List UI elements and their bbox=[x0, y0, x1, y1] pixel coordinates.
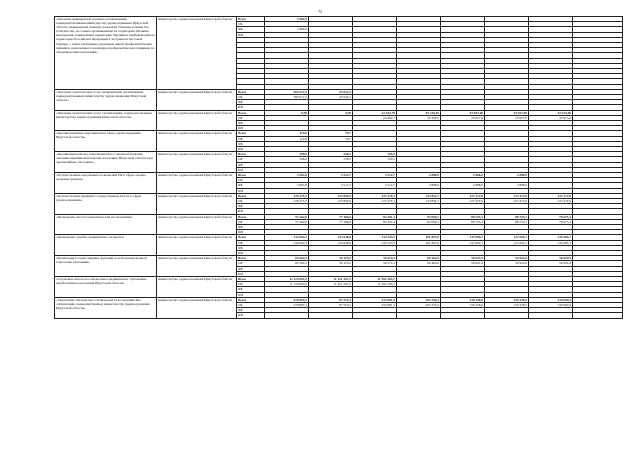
amount-cell: 57 462,0 bbox=[265, 214, 309, 219]
funding-source: Всего bbox=[237, 131, 265, 136]
amount-cell: 56 110,2 bbox=[309, 261, 353, 266]
amount-cell: 88 733,1 bbox=[441, 214, 485, 219]
amount-cell: 147 600,1 bbox=[441, 240, 485, 245]
amount-cell: 33 957,6 bbox=[485, 115, 529, 120]
funding-source: Всего bbox=[237, 256, 265, 261]
funding-source: ОБ bbox=[237, 94, 265, 99]
amount-cell: 130 960,4 bbox=[529, 303, 573, 308]
executor-name: министерство здравоохранения Иркутской области bbox=[157, 235, 237, 256]
amount-cell: 82 301,4 bbox=[353, 219, 397, 224]
amount-cell: 127 474,9 bbox=[441, 198, 485, 203]
amount-cell: 598,0 bbox=[265, 152, 309, 157]
funding-source: Всего bbox=[237, 89, 265, 94]
amount-cell: 60 464,9 bbox=[397, 256, 441, 261]
amount-cell bbox=[265, 313, 309, 318]
amount-cell: 3 512,7 bbox=[309, 172, 353, 177]
amount-cell: 3 512,7 bbox=[353, 183, 397, 188]
amount-cell: 123 474,9 bbox=[485, 198, 529, 203]
measure-name: «Организационные мероприятия в сфере здравоохранения Иркутской области» bbox=[55, 131, 157, 152]
amount-cell: 0,00 bbox=[309, 110, 353, 115]
funding-source: Всего bbox=[237, 110, 265, 115]
measure-name: «Осуществление функций государственной власти в сфере здравоохранения» bbox=[55, 193, 157, 214]
amount-cell: 11 451 267,5 bbox=[309, 277, 353, 282]
funding-source: ИИ bbox=[237, 250, 265, 255]
amount-cell: 56 947,9 bbox=[441, 261, 485, 266]
amount-cell: 11 119 693,2 bbox=[265, 277, 309, 282]
measure-name: «Оказание транспортных услуг организациям, подведомственным министерству здравоохранения Иркутской области» bbox=[55, 110, 157, 131]
amount-cell: 130 960,4 bbox=[529, 297, 573, 302]
amount-cell: 33 957,60 bbox=[485, 110, 529, 115]
amount-cell: 399 612,2 bbox=[265, 94, 309, 99]
amount-cell: 58 272,2 bbox=[353, 256, 397, 261]
funding-source: ФБ bbox=[237, 141, 265, 146]
table-body bbox=[55, 17, 623, 319]
amount-cell: 130 458,6 bbox=[441, 303, 485, 308]
amount-cell bbox=[485, 313, 529, 318]
funding-source: ФБ bbox=[237, 287, 265, 292]
amount-cell: 32 015,00 bbox=[529, 110, 573, 115]
amount-cell: 25 644,5 bbox=[309, 89, 353, 94]
amount-cell: 598,0 bbox=[265, 157, 309, 162]
amount-cell: 92 090,1 bbox=[397, 219, 441, 224]
amount-cell: 60 364,5 bbox=[265, 261, 309, 266]
amount-cell: 56 924,9 bbox=[529, 261, 573, 266]
amount-cell: 88 733,1 bbox=[485, 214, 529, 219]
amount-cell: 434 981,5 bbox=[353, 303, 397, 308]
amount-cell: 35 436,50 bbox=[397, 110, 441, 115]
amount-cell bbox=[573, 313, 623, 318]
amount-cell bbox=[529, 313, 573, 318]
amount-cell: 5 982,0 bbox=[265, 27, 309, 32]
funding-source: ФБ bbox=[237, 266, 265, 271]
funding-source: Всего bbox=[237, 297, 265, 302]
amount-cell: 128 475,7 bbox=[265, 193, 309, 198]
amount-cell: 60 364,5 bbox=[265, 256, 309, 261]
funding-source: ИИ bbox=[237, 209, 265, 214]
amount-cell: 123 476,1 bbox=[353, 198, 397, 203]
executor-name: министерство здравоохранения Иркутской области bbox=[157, 131, 237, 152]
amount-cell: 2 888,0 bbox=[485, 172, 529, 177]
amount-cell: 32 015,0 bbox=[529, 115, 573, 120]
funding-source: ФБ bbox=[237, 204, 265, 209]
funding-source: ИИ bbox=[237, 313, 265, 318]
measure-name: «Оказание транспортных услуг медицинским организациям, подведомственным министерству здравоохранения Иркутской области» bbox=[55, 89, 157, 110]
amount-cell: 58 272,2 bbox=[353, 261, 397, 266]
funding-source: ФБ bbox=[237, 120, 265, 125]
funding-source: ИИ bbox=[237, 146, 265, 151]
amount-cell: 538,2 bbox=[309, 157, 353, 162]
amount-cell: 134 948,8 bbox=[309, 240, 353, 245]
executor-name: министерство здравоохранения Иркутской области bbox=[157, 297, 237, 318]
funding-source: ФБ bbox=[237, 224, 265, 229]
amount-cell: 2 888,0 bbox=[441, 172, 485, 177]
amount-cell: 181 867,6 bbox=[397, 235, 441, 240]
amount-cell: 78 675,1 bbox=[529, 219, 573, 224]
amount-cell: 278 893,1 bbox=[265, 297, 309, 302]
amount-cell: 78 675,1 bbox=[529, 214, 573, 219]
amount-cell: 399 612,2 bbox=[265, 89, 309, 94]
amount-cell: 181 867,6 bbox=[397, 240, 441, 245]
amount-cell: 123 809,9 bbox=[309, 193, 353, 198]
funding-source: Всего bbox=[237, 152, 265, 157]
funding-source: Всего bbox=[237, 17, 265, 22]
amount-cell: 92 090,1 bbox=[397, 214, 441, 219]
amount-cell: 127 474,9 bbox=[441, 193, 485, 198]
amount-cell: 2 888,0 bbox=[441, 183, 485, 188]
amount-cell: 11 592 183,7 bbox=[353, 282, 397, 287]
amount-cell: 11 119 693,2 bbox=[265, 282, 309, 287]
amount-cell: 144 602,2 bbox=[265, 240, 309, 245]
funding-source: ФБ bbox=[237, 100, 265, 105]
funding-source: ИИ bbox=[237, 167, 265, 172]
amount-cell: 147 600,1 bbox=[441, 235, 485, 240]
amount-cell: 24 492,70 bbox=[353, 110, 397, 115]
measure-name: «Укрепление материально-технической базы медицинских организаций, подведомственных министерству здравоохранения Иркутской области» bbox=[55, 297, 157, 318]
funding-source: ОБ bbox=[237, 178, 265, 183]
funding-source: ОБ bbox=[237, 22, 265, 27]
amount-cell: 60 464,9 bbox=[397, 261, 441, 266]
amount-cell: 77 186,6 bbox=[309, 219, 353, 224]
amount-cell: 726,5 bbox=[353, 157, 397, 162]
funding-source: ОБ bbox=[237, 240, 265, 245]
funding-source: ФБ bbox=[237, 308, 265, 313]
amount-cell: 0,00 bbox=[265, 110, 309, 115]
amount-cell: 2 888,0 bbox=[397, 172, 441, 177]
amount-cell: 123 809,9 bbox=[309, 198, 353, 203]
amount-cell: 123 474,9 bbox=[529, 198, 573, 203]
funding-source: ФБ bbox=[237, 183, 265, 188]
amount-cell bbox=[309, 313, 353, 318]
amount-cell: 144 602,2 bbox=[265, 235, 309, 240]
measure-name: «Страховые взносы на обязательное медицинское страхование неработающего населения Иркутской области» bbox=[55, 277, 157, 298]
amount-cell: 87 519,5 bbox=[309, 297, 353, 302]
executor-name: министерство здравоохранения Иркутской области bbox=[157, 17, 237, 90]
funding-source: ОБ bbox=[237, 136, 265, 141]
funding-source: Всего bbox=[237, 193, 265, 198]
funding-source: ОБ bbox=[237, 157, 265, 162]
amount-cell: 11 451 267,5 bbox=[309, 282, 353, 287]
amount-cell: 726,5 bbox=[353, 152, 397, 157]
amount-cell: 293 250,4 bbox=[397, 303, 441, 308]
executor-name: министерство здравоохранения Иркутской области bbox=[157, 256, 237, 277]
amount-cell: 70,7 bbox=[309, 131, 353, 136]
measure-name: «Проведение судебно-медицинских экспертиз» bbox=[55, 235, 157, 256]
amount-cell: 57 462,0 bbox=[265, 219, 309, 224]
amount-cell: 2 888,0 bbox=[397, 183, 441, 188]
amount-cell: 139 483,1 bbox=[529, 240, 573, 245]
amount-cell: 3 512,7 bbox=[353, 172, 397, 177]
funding-source: ОБ bbox=[237, 303, 265, 308]
funding-source: ОБ bbox=[237, 115, 265, 120]
amount-cell: 25 644,5 bbox=[309, 94, 353, 99]
amount-cell: 3 903,0 bbox=[265, 183, 309, 188]
funding-source: ФБ bbox=[237, 162, 265, 167]
executor-name: министерство здравоохранения Иркутской области bbox=[157, 214, 237, 235]
amount-cell: 139 483,1 bbox=[529, 235, 573, 240]
amount-cell: 33 957,6 bbox=[441, 115, 485, 120]
amount-cell: 2 888,0 bbox=[485, 183, 529, 188]
funding-source: Всего bbox=[237, 172, 265, 177]
amount-cell: 119,0 bbox=[265, 131, 309, 136]
amount-cell bbox=[397, 313, 441, 318]
amount-cell: 3 512,7 bbox=[309, 183, 353, 188]
funding-source: Всего bbox=[237, 214, 265, 219]
amount-cell: 293 250,4 bbox=[397, 297, 441, 302]
funding-source: ОБ bbox=[237, 198, 265, 203]
amount-cell: 538,2 bbox=[309, 152, 353, 157]
amount-cell: 56 110,2 bbox=[309, 256, 353, 261]
funding-source: ОБ bbox=[237, 282, 265, 287]
amount-cell: 56 924,9 bbox=[485, 256, 529, 261]
funding-source: ФБ bbox=[237, 245, 265, 250]
amount-cell: 147 600,1 bbox=[485, 235, 529, 240]
amount-cell: 130 458,6 bbox=[441, 297, 485, 302]
amount-cell: 5 982,0 bbox=[265, 17, 309, 22]
amount-cell: 119,0 bbox=[265, 136, 309, 141]
amount-cell: 134 948,8 bbox=[309, 235, 353, 240]
amount-cell: 56 924,9 bbox=[485, 261, 529, 266]
funding-source: ИИ bbox=[237, 271, 265, 276]
executor-name: министерство здравоохранения Иркутской области bbox=[157, 89, 237, 110]
amount-cell: 88 733,1 bbox=[485, 219, 529, 224]
funding-source: Всего bbox=[237, 235, 265, 240]
amount-cell: 87 519,5 bbox=[309, 303, 353, 308]
amount-cell bbox=[353, 313, 397, 318]
funding-source: Всего bbox=[237, 277, 265, 282]
funding-source: ИИ bbox=[237, 230, 265, 235]
amount-cell: 147 600,1 bbox=[485, 240, 529, 245]
amount-cell: 56 947,9 bbox=[441, 256, 485, 261]
measure-name: «Проведение патологоанатомических исследований» bbox=[55, 214, 157, 235]
amount-cell: 56 924,9 bbox=[529, 256, 573, 261]
amount-cell: 434 981,5 bbox=[353, 297, 397, 302]
executor-name: министерство здравоохранения Иркутской области bbox=[157, 172, 237, 193]
measure-name: «Реализация государственных функций по избалансированной подготовке экономики» bbox=[55, 256, 157, 277]
funding-source: ИИ bbox=[237, 126, 265, 131]
funding-source: ОБ bbox=[237, 219, 265, 224]
amount-cell: 134 894,7 bbox=[397, 198, 441, 203]
amount-cell: 11 592 183,7 bbox=[353, 277, 397, 282]
page-number: 72 bbox=[318, 9, 322, 14]
amount-cell: 130 478,5 bbox=[485, 303, 529, 308]
executor-name: министерство здравоохранения Иркутской области bbox=[157, 193, 237, 214]
amount-cell: 134 894,7 bbox=[397, 193, 441, 198]
amount-cell: 130 478,5 bbox=[485, 297, 529, 302]
measure-name: «Осуществление переданных полномочий РФ в сфере охраны здоровья граждан» bbox=[55, 172, 157, 193]
executor-name: министерство здравоохранения Иркутской области bbox=[157, 110, 237, 131]
amount-cell: 82 301,4 bbox=[353, 214, 397, 219]
measure-name: «Оказание медицинской помощи организациями, подведомственными министерству здравоохранения Иркутской области, медицинской помощи гражданам Украины и лицам без гражданства, постоянно проживающим на территории Украины, вынужденно покинувшим территорию Украины и прибывающим на территорию Российской Федерации в экстренном массовом порядке, а также проведение указанным лицам профилактических прививок, включенных в календарь профилактических прививок по эпидемическим показаниям» bbox=[55, 17, 157, 90]
funding-source: ИИ bbox=[237, 188, 265, 193]
amount-cell: 70,7 bbox=[309, 136, 353, 141]
executor-name: министерство здравоохранения Иркутской области bbox=[157, 152, 237, 173]
funding-source: ФБ bbox=[237, 27, 265, 32]
amount-cell: 24 492,7 bbox=[353, 115, 397, 120]
budget-table bbox=[54, 16, 623, 319]
amount-cell: 123 474,9 bbox=[485, 193, 529, 198]
amount-cell: 35 436,5 bbox=[397, 115, 441, 120]
amount-cell: 123 474,9 bbox=[529, 193, 573, 198]
funding-source: ИИ bbox=[237, 32, 265, 37]
executor-name: министерство здравоохранения Иркутской области bbox=[157, 277, 237, 298]
amount-cell: 33 957,60 bbox=[441, 110, 485, 115]
funding-source: ИИ bbox=[237, 105, 265, 110]
amount-cell: 88 733,1 bbox=[441, 219, 485, 224]
amount-cell: 278 893,1 bbox=[265, 303, 309, 308]
funding-source: ОБ bbox=[237, 261, 265, 266]
amount-cell: 3 903,0 bbox=[265, 172, 309, 177]
amount-cell: 142 333,5 bbox=[353, 235, 397, 240]
amount-cell: 142 333,5 bbox=[353, 240, 397, 245]
amount-cell: 77 186,6 bbox=[309, 214, 353, 219]
amount-cell bbox=[441, 313, 485, 318]
measure-name: «Организация работы, направленной на совершенствование оказания медицинской помощи населению Иркутской области при чрезвычайных ситуациях» bbox=[55, 152, 157, 173]
amount-cell: 128 475,7 bbox=[265, 198, 309, 203]
amount-cell: 123 476,1 bbox=[353, 193, 397, 198]
funding-source: ИИ bbox=[237, 292, 265, 297]
